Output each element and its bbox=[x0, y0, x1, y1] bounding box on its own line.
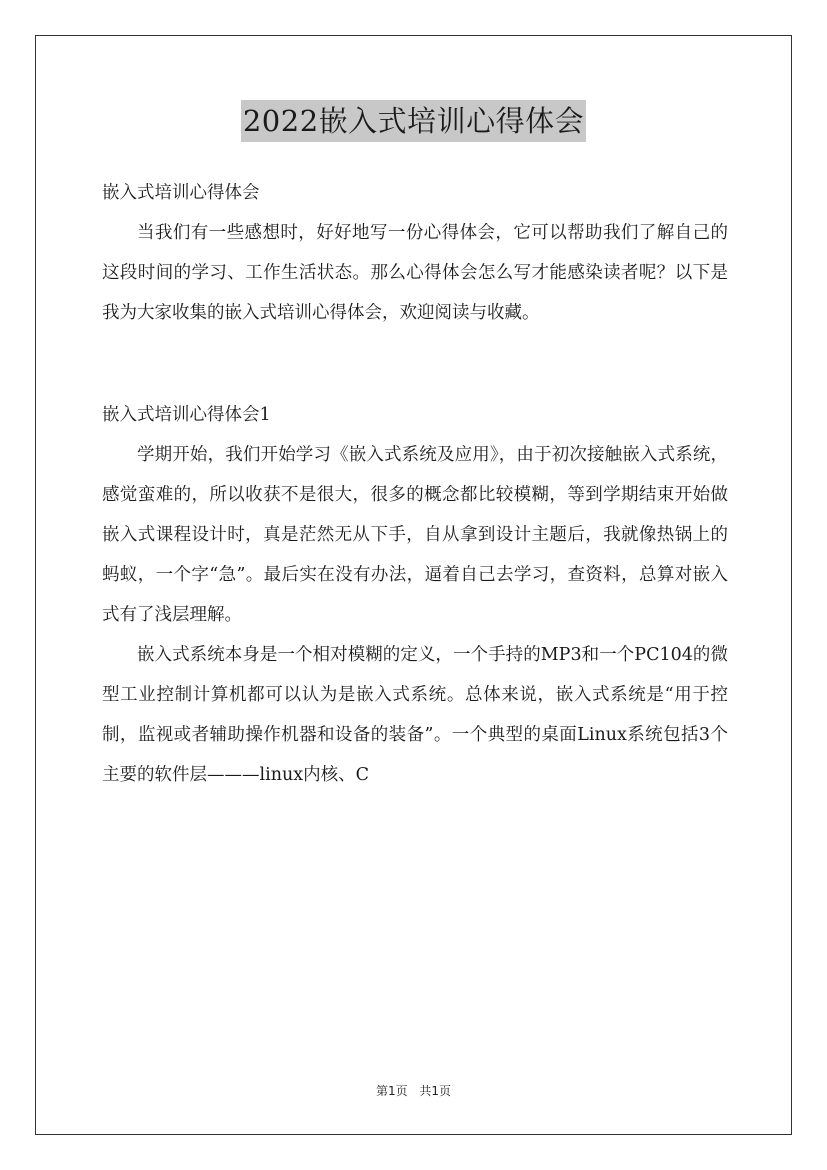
document-subtitle: 嵌入式培训心得体会 bbox=[102, 183, 260, 203]
document-title: 2022嵌入式培训心得体会 bbox=[241, 100, 586, 142]
page-number-total: 共1页 bbox=[419, 1084, 452, 1098]
page-footer bbox=[0, 1082, 827, 1100]
title-wrapper bbox=[0, 100, 827, 142]
intro-paragraph: 当我们有一些感想时，好好地写一份心得体会，它可以帮助我们了解自己的这段时间的学习、工作生活状态。那么心得体会怎么写才能感染读者呢？以下是我为大家收集的嵌入式培训心得体会，欢迎阅读与收藏。 bbox=[102, 223, 728, 323]
body-paragraph-1: 学期开始，我们开始学习《嵌入式系统及应用》，由于初次接触嵌入式系统，感觉蛮难的，所以收获不是很大，很多的概念都比较模糊，等到学期结束开始做嵌入式课程设计时，真是茫然无从下手，自从拿到设计主题后，我就像热锅上的蚂蚁，一个字“急”。最后实在没有办法，逼着自己去学习，查资料，总算对嵌入式有了浅层理解。 bbox=[102, 445, 728, 625]
section-heading: 嵌入式培训心得体会1 bbox=[102, 405, 271, 425]
page-number-current: 第1页 bbox=[375, 1084, 408, 1098]
document-body bbox=[102, 173, 728, 795]
section-spacer bbox=[102, 333, 728, 395]
body-paragraph-2: 嵌入式系统本身是一个相对模糊的定义，一个手持的MP3和一个PC104的微型工业控制计算机都可以认为是嵌入式系统。总体来说，嵌入式系统是“用于控制，监视或者辅助操作机器和设备的装备”。一个典型的桌面Linux系统包括3个主要的软件层———linux内核、C bbox=[102, 645, 728, 785]
